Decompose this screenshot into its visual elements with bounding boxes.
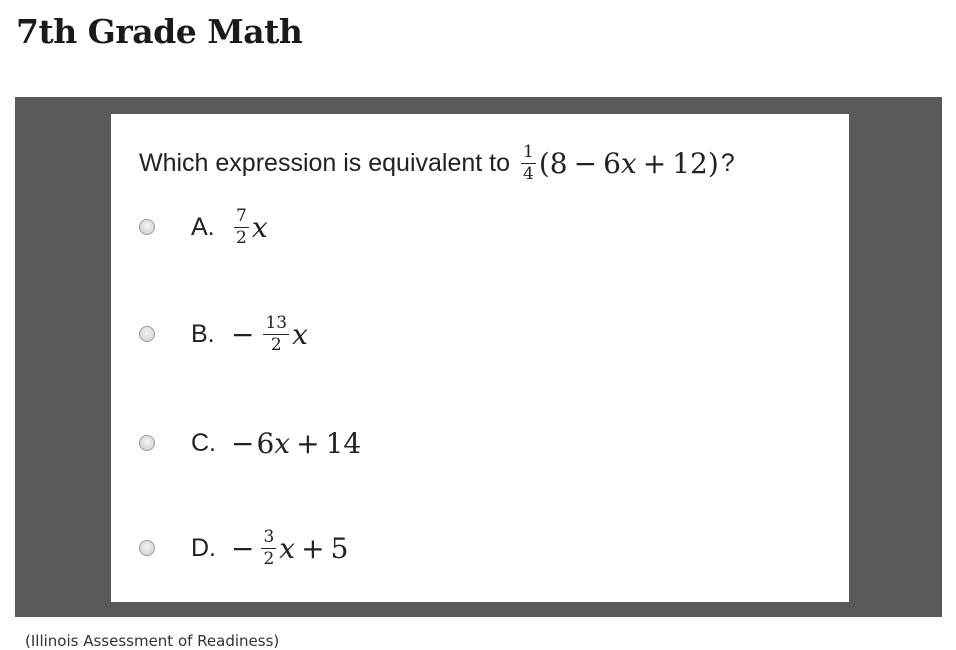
source-caption: (Illinois Assessment of Readiness) <box>25 632 280 650</box>
option-fraction <box>261 526 276 569</box>
question-card <box>111 114 849 602</box>
option-coefficient: 6 <box>256 426 275 460</box>
answer-option-a[interactable] <box>139 204 268 250</box>
option-fraction <box>263 312 289 355</box>
option-letter: B. <box>191 319 215 348</box>
option-variable: x <box>251 210 268 244</box>
question-text: Which expression is equivalent to <box>139 148 511 177</box>
fraction-numerator: 3 <box>263 526 275 547</box>
radio-button-unchecked-icon[interactable] <box>139 540 155 556</box>
fraction-denominator: 2 <box>236 227 247 248</box>
option-letter: A. <box>191 212 215 241</box>
radio-button-unchecked-icon[interactable] <box>139 326 155 342</box>
option-sign: − <box>231 426 255 460</box>
radio-button-unchecked-icon[interactable] <box>139 219 155 235</box>
close-paren: ) <box>707 146 719 180</box>
option-variable: x <box>274 426 291 460</box>
plus-operator: + <box>301 531 325 565</box>
fraction-denominator: 2 <box>263 548 275 569</box>
plus-operator: + <box>296 426 320 460</box>
term-constant: 12 <box>672 146 708 180</box>
option-letter: D. <box>191 533 216 562</box>
fraction-denominator: 2 <box>270 334 282 355</box>
fraction-numerator: 7 <box>236 205 247 226</box>
minus-operator: − <box>573 146 598 180</box>
open-paren: ( <box>538 146 550 180</box>
term-variable: x <box>620 146 637 180</box>
plus-operator: + <box>642 146 667 180</box>
option-sign: − <box>231 317 255 351</box>
fraction-numerator: 13 <box>265 312 288 333</box>
question-expression <box>518 141 735 184</box>
option-variable: x <box>292 317 308 351</box>
answer-option-b[interactable] <box>139 311 308 357</box>
option-constant: 5 <box>330 531 349 565</box>
answer-option-d[interactable] <box>139 525 348 571</box>
fraction-numerator: 1 <box>523 141 534 162</box>
option-letter: C. <box>191 428 216 457</box>
option-expression <box>231 526 349 569</box>
option-variable: x <box>279 531 296 565</box>
term-constant: 8 <box>549 146 568 180</box>
fraction-denominator: 4 <box>523 163 534 184</box>
option-expression <box>231 312 308 355</box>
option-constant: 14 <box>325 426 362 460</box>
question-fraction <box>521 141 536 184</box>
question-prompt <box>139 140 735 186</box>
option-sign: − <box>231 531 255 565</box>
term-coefficient: 6 <box>603 146 621 180</box>
page-title: 7th Grade Math <box>16 12 303 51</box>
radio-button-unchecked-icon[interactable] <box>139 435 155 451</box>
option-expression <box>231 205 268 248</box>
answer-option-c[interactable] <box>139 420 361 466</box>
question-frame <box>15 97 942 617</box>
question-mark: ? <box>720 148 735 177</box>
option-expression <box>231 427 361 460</box>
option-fraction <box>234 205 249 248</box>
